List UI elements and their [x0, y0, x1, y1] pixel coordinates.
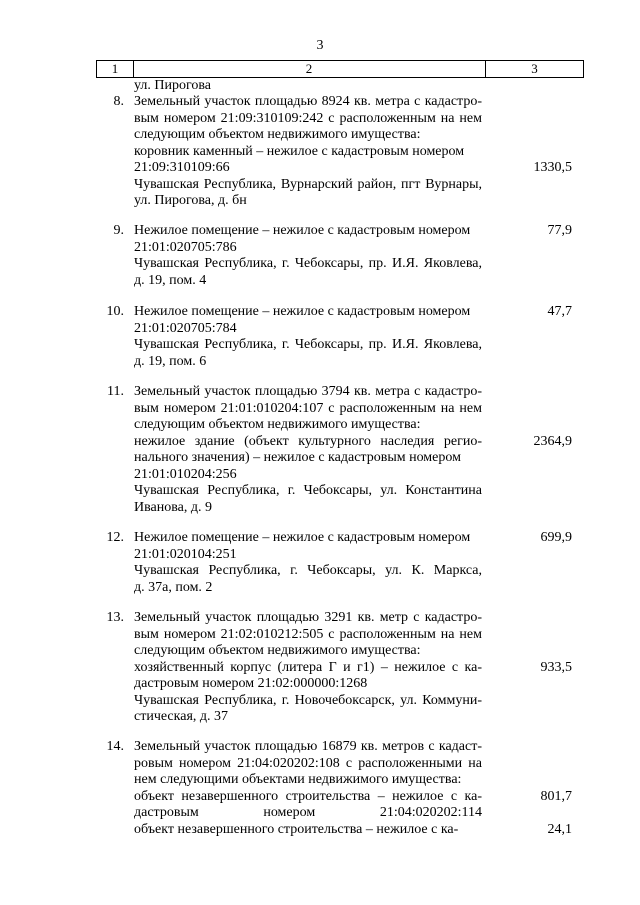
description-line: 21:01:010204:256 — [134, 466, 237, 482]
description-line: дастровым номером 21:02:000000:1268 — [134, 676, 368, 691]
description-line: коровник каменный – нежилое с кадастровым номером — [134, 143, 465, 159]
description-line: объект незавершенного строительства – нежилое с ка- — [134, 788, 482, 804]
description-line: следующим объектом недвижимого имущества: — [134, 643, 421, 658]
description-line: ул. Пирогова, д. бн — [134, 193, 247, 208]
list-item — [96, 94, 586, 210]
description-line: нем следующими объектами недвижимого имущества: — [134, 772, 462, 787]
list-item — [96, 223, 586, 289]
header-col-3: 3 — [486, 61, 584, 77]
description-line: Нежилое помещение – нежилое с кадастровым номером — [134, 530, 471, 545]
description-line: д. 19, пом. 6 — [134, 353, 207, 369]
table-header — [96, 60, 584, 78]
description-line: 21:09:310109:66 — [134, 160, 230, 175]
list-item — [96, 384, 586, 516]
item-description — [134, 304, 482, 370]
header-col-2: 2 — [133, 61, 486, 77]
item-area-value: 77,9 — [547, 223, 572, 238]
description-line: Чувашская Республика, г. Чебоксары, ул. К. Маркса, — [134, 563, 482, 578]
description-line: Чувашская Республика, Вурнарский район, пгт Вурнары, — [134, 176, 482, 192]
description-line: Земельный участок площадью 8924 кв. метра с кадастро- — [134, 94, 482, 109]
description-line: дастровым номером 21:04:020202:114 — [134, 805, 482, 820]
item-area-value: 24,1 — [547, 821, 572, 837]
item-area-value: 2364,9 — [533, 433, 572, 449]
header-col-1: 1 — [96, 61, 134, 77]
description-line: следующим объектом недвижимого имущества: — [134, 417, 421, 432]
description-line: Чувашская Республика, г. Чебоксары, пр. И.Я. Яковлева, — [134, 337, 482, 352]
item-number: 8. — [113, 94, 124, 109]
description-line: ровым номером 21:04:020202:108 с расположенными на — [134, 755, 482, 771]
description-line: Земельный участок площадью 3794 кв. метра с кадастро- — [134, 384, 482, 399]
description-line: нежилое здание (объект культурного наследия регио- — [134, 433, 482, 449]
description-line: 21:01:020705:786 — [134, 239, 237, 255]
description-line: Земельный участок площадью 16879 кв. метров с кадаст- — [134, 739, 482, 754]
item-number: 13. — [106, 610, 124, 625]
description-line: Чувашская Республика, г. Чебоксары, ул. Константина — [134, 483, 482, 498]
list-item — [96, 739, 586, 838]
item-area-value: 801,7 — [540, 788, 572, 804]
description-line: Нежилое помещение – нежилое с кадастровым номером — [134, 304, 471, 319]
description-line: следующим объектом недвижимого имущества: — [134, 127, 421, 142]
item-area-value: 933,5 — [540, 659, 572, 675]
item-description — [134, 610, 482, 726]
item-number: 14. — [106, 739, 124, 754]
table-body — [96, 78, 586, 837]
description-line: д. 37а, пом. 2 — [134, 579, 213, 595]
item-number: 12. — [106, 530, 124, 545]
list-item — [96, 610, 586, 726]
description-line: объект незавершенного строительства – нежилое с ка- — [134, 821, 459, 837]
item-area-value: 47,7 — [547, 304, 572, 319]
description-line: стическая, д. 37 — [134, 709, 229, 724]
description-line: нального значения) – нежилое с кадастровым номером — [134, 450, 461, 465]
description-line: хозяйственный корпус (литера Г и г1) – нежилое с ка- — [134, 659, 482, 675]
item-number: 10. — [106, 304, 124, 319]
description-line: Чувашская Республика, г. Новочебоксарск, ул. Коммуни- — [134, 692, 482, 708]
item-description — [134, 739, 482, 838]
item-number: 11. — [107, 384, 124, 399]
description-line: Иванова, д. 9 — [134, 499, 213, 515]
item-description — [134, 384, 482, 516]
page-number: 3 — [316, 38, 324, 53]
description-line: 21:01:020705:784 — [134, 320, 237, 336]
description-line: д. 19, пом. 4 — [134, 272, 207, 288]
item-area-value: 699,9 — [540, 530, 572, 545]
continuation-text: ул. Пирогова — [134, 78, 212, 93]
description-line: вым номером 21:01:010204:107 с расположенным на нем — [134, 400, 482, 416]
item-description — [134, 530, 482, 596]
item-description — [134, 223, 482, 289]
description-line: вым номером 21:09:310109:242 с расположенным на нем — [134, 110, 482, 126]
item-description — [134, 94, 482, 210]
item-number: 9. — [113, 223, 124, 238]
description-line: Земельный участок площадью 3291 кв. метр с кадастро- — [134, 610, 482, 625]
item-area-value: 1330,5 — [533, 160, 572, 175]
description-line: Нежилое помещение – нежилое с кадастровым номером — [134, 223, 471, 238]
description-line: вым номером 21:02:010212:505 с расположенным на нем — [134, 626, 482, 642]
list-item — [96, 530, 586, 596]
list-item — [96, 304, 586, 370]
description-line: 21:01:020104:251 — [134, 546, 237, 562]
description-line: Чувашская Республика, г. Чебоксары, пр. И.Я. Яковлева, — [134, 256, 482, 271]
